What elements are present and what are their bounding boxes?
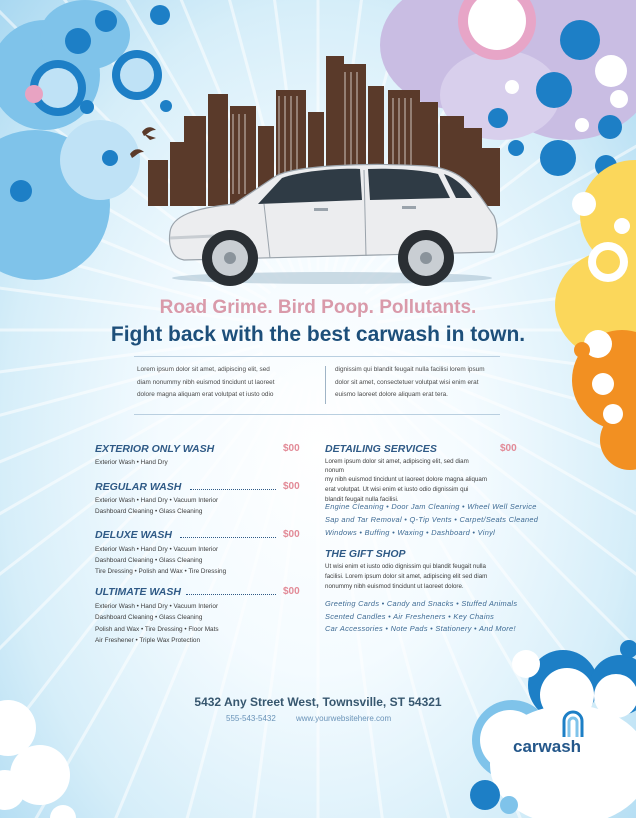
service-title: REGULAR WASH bbox=[95, 481, 182, 493]
service-detail: Exterior Wash • Hand Dry bbox=[95, 459, 168, 466]
detailing-body: my nibh euismod tincidunt ut laoreet dolore magna aliquam bbox=[325, 476, 487, 483]
intro-right bbox=[335, 364, 485, 402]
service-title: DELUXE WASH bbox=[95, 529, 173, 541]
phone-number: 555-543-5432 bbox=[226, 714, 276, 723]
service-price: $00 bbox=[283, 443, 300, 454]
detailing-body: nonum bbox=[325, 467, 344, 474]
headline-main: Fight back with the best carwash in town. bbox=[110, 323, 526, 346]
detailing-price: $00 bbox=[500, 443, 517, 454]
detailing-body: blandit feugait nulla facilisi. bbox=[325, 496, 399, 503]
service-detail: Dashboard Cleaning • Glass Cleaning bbox=[95, 614, 203, 621]
gift-shop-body: nonummy nibh euismod tincidunt ut laoreet dolore. bbox=[325, 583, 464, 590]
service-price: $00 bbox=[283, 481, 300, 492]
intro-right-line: dignissim qui blandit feugait nulla facilisi lorem ipsum bbox=[335, 366, 485, 373]
dot-leader bbox=[190, 482, 276, 490]
divider-bottom bbox=[134, 414, 500, 415]
gift-shop-body: Ut wisi enim et iusto odio dignissim qui blandit feugait nulla bbox=[325, 563, 486, 570]
gift-shop-items: Scented Candles • Air Fresheners • Key Chains bbox=[325, 612, 495, 621]
detailing-body: Lorem ipsum dolor sit amet, adipiscing elit, sed diam bbox=[325, 458, 469, 465]
detailing-title: DETAILING SERVICES bbox=[325, 443, 437, 455]
service-detail: Exterior Wash • Hand Dry • Vacuum Interior bbox=[95, 603, 219, 610]
service-detail: Dashboard Cleaning • Glass Cleaning bbox=[95, 557, 203, 564]
service-detail: Tire Dressing • Polish and Wax • Tire Dressing bbox=[95, 568, 227, 575]
suv-car-image bbox=[164, 160, 500, 286]
intro-left bbox=[137, 364, 274, 402]
website-link[interactable]: www.yourwebsitehere.com bbox=[296, 714, 392, 723]
service-detail: Dashboard Cleaning • Glass Cleaning bbox=[95, 508, 203, 515]
detailing-body: erat volutpat. Ut wisi enim et iusto odio dignissim qui bbox=[325, 486, 469, 493]
service-title: EXTERIOR ONLY WASH bbox=[95, 443, 215, 455]
intro-right-line: euismo laoreet dolore aliquam erat tera. bbox=[335, 391, 448, 398]
detailing-items: Windows • Buffing • Waxing • Dashboard • Vinyl bbox=[325, 528, 496, 537]
intro-left-line: Lorem ipsum dolor sit amet, adipiscing elit, sed bbox=[137, 366, 270, 373]
intro-separator bbox=[325, 366, 326, 404]
service-price: $00 bbox=[283, 586, 300, 597]
service-price: $00 bbox=[283, 529, 300, 540]
service-detail: Exterior Wash • Hand Dry • Vacuum Interior bbox=[95, 546, 219, 553]
service-title: ULTIMATE WASH bbox=[95, 586, 181, 598]
gift-shop-title: THE GIFT SHOP bbox=[325, 548, 406, 560]
gift-shop-body: facilisi. Lorem ipsum dolor sit amet, adipiscing elit sed diam bbox=[325, 573, 488, 580]
dot-leader bbox=[180, 530, 276, 538]
detailing-items: Sap and Tar Removal • Q-Tip Vents • Carpet/Seats Cleaned bbox=[325, 515, 539, 524]
service-detail: Exterior Wash • Hand Dry • Vacuum Interior bbox=[95, 497, 219, 504]
carwash-logo-text: carwash bbox=[513, 737, 582, 756]
intro-left-line: diam nonummy nibh euismod tincidunt ut laoreet bbox=[137, 378, 275, 386]
gift-shop-items: Car Accessories • Note Pads • Stationery • And More! bbox=[325, 624, 516, 633]
headline-tagline: Road Grime. Bird Poop. Pollutants. bbox=[159, 297, 477, 318]
intro-right-line: dolor sit amet, consectetuer volutpat wisi enim erat bbox=[335, 378, 479, 386]
divider-top bbox=[134, 356, 500, 357]
gift-shop-items: Greeting Cards • Candy and Snacks • Stuffed Animals bbox=[325, 599, 518, 608]
intro-left-line: dolore magna aliquam erat volutpat et iusto odio bbox=[137, 391, 274, 398]
service-detail: Air Freshener • Triple Wax Protection bbox=[95, 637, 200, 644]
detailing-items: Engine Cleaning • Door Jam Cleaning • Wheel Well Service bbox=[325, 502, 537, 511]
dot-leader bbox=[186, 587, 276, 595]
birds-icon bbox=[128, 124, 164, 166]
service-detail: Polish and Wax • Tire Dressing • Floor Mats bbox=[95, 626, 219, 633]
street-address: 5432 Any Street West, Townsville, ST 54321 bbox=[194, 695, 442, 709]
carwash-logo-icon bbox=[558, 707, 588, 737]
